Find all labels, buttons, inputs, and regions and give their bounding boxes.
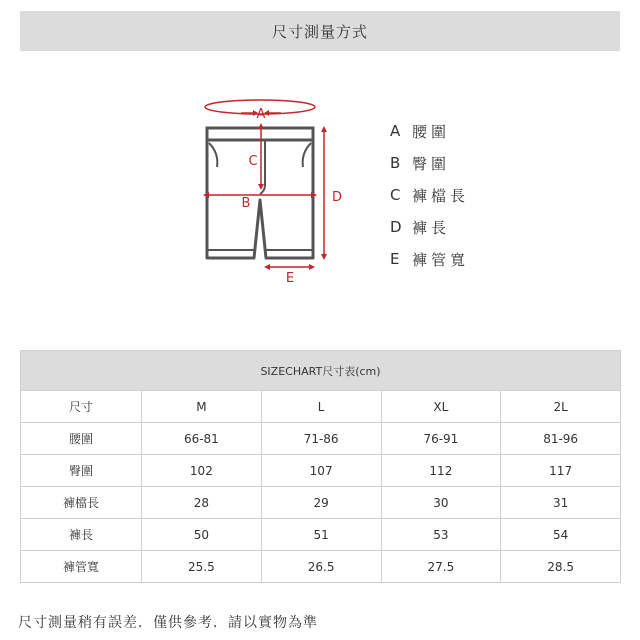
shorts-measurement-diagram bbox=[195, 95, 365, 295]
table-caption-row bbox=[21, 351, 621, 391]
table-cell: 53 bbox=[381, 519, 501, 551]
leg-opening-arrowhead-left bbox=[264, 264, 270, 270]
legend-item bbox=[390, 147, 469, 179]
legend-letter: E bbox=[390, 250, 400, 268]
label-c: C bbox=[248, 154, 258, 169]
waistband-shape bbox=[207, 128, 313, 140]
legend-text: 腰圍 bbox=[412, 122, 451, 141]
leg-opening-arrowhead-right bbox=[309, 264, 315, 270]
legend-item bbox=[390, 179, 469, 211]
label-a: A bbox=[256, 107, 266, 122]
table-cell: 51 bbox=[261, 519, 381, 551]
legend-text: 褲管寬 bbox=[412, 250, 470, 269]
table-cell: 117 bbox=[501, 455, 621, 487]
table-row bbox=[21, 519, 621, 551]
section-title: 尺寸測量方式 bbox=[271, 22, 368, 41]
table-cell: 29 bbox=[261, 487, 381, 519]
table-cell: 76-91 bbox=[381, 423, 501, 455]
length-arrowhead-top bbox=[321, 126, 327, 132]
header-cell: XL bbox=[381, 391, 501, 423]
section-title-bar bbox=[20, 11, 620, 51]
measurement-disclaimer: 尺寸測量稍有誤差．僅供參考．請以實物為準 bbox=[18, 615, 318, 631]
label-e: E bbox=[285, 271, 295, 286]
legend-item bbox=[390, 115, 469, 147]
row-label-cell: 腰圍 bbox=[21, 423, 142, 455]
table-cell: 107 bbox=[261, 455, 381, 487]
legend-text: 褲長 bbox=[412, 218, 451, 237]
shorts-body-shape bbox=[207, 140, 313, 258]
table-cell: 112 bbox=[381, 455, 501, 487]
row-label-cell: 褲檔長 bbox=[21, 487, 142, 519]
length-arrowhead-bottom bbox=[321, 254, 327, 260]
table-cell: 27.5 bbox=[381, 551, 501, 583]
measurement-legend bbox=[390, 115, 469, 275]
table-cell: 81-96 bbox=[501, 423, 621, 455]
table-row bbox=[21, 423, 621, 455]
header-cell: L bbox=[261, 391, 381, 423]
legend-letter: C bbox=[390, 186, 401, 204]
table-cell: 25.5 bbox=[142, 551, 262, 583]
table-header-row bbox=[21, 391, 621, 423]
table-row bbox=[21, 487, 621, 519]
legend-letter: A bbox=[390, 122, 401, 140]
row-label-cell: 臀圍 bbox=[21, 455, 142, 487]
legend-letter: B bbox=[390, 154, 401, 172]
table-cell: 71-86 bbox=[261, 423, 381, 455]
header-cell: 2L bbox=[501, 391, 621, 423]
header-cell: M bbox=[142, 391, 262, 423]
table-cell: 102 bbox=[142, 455, 262, 487]
legend-item bbox=[390, 211, 469, 243]
table-cell: 28 bbox=[142, 487, 262, 519]
shorts-illustration bbox=[195, 95, 365, 295]
size-chart-table bbox=[20, 350, 621, 583]
table-row bbox=[21, 551, 621, 583]
label-b: B bbox=[241, 196, 251, 211]
legend-text: 褲檔長 bbox=[412, 186, 470, 205]
table-cell: 50 bbox=[142, 519, 262, 551]
rise-arrowhead-top bbox=[258, 123, 264, 129]
header-cell: 尺寸 bbox=[21, 391, 142, 423]
table-cell: 54 bbox=[501, 519, 621, 551]
table-cell: 31 bbox=[501, 487, 621, 519]
legend-item bbox=[390, 243, 469, 275]
table-cell: 26.5 bbox=[261, 551, 381, 583]
table-caption: SIZECHART尺寸表(cm) bbox=[21, 351, 621, 391]
row-label-cell: 褲管寬 bbox=[21, 551, 142, 583]
table-row bbox=[21, 455, 621, 487]
legend-text: 臀圍 bbox=[412, 154, 451, 173]
row-label-cell: 褲長 bbox=[21, 519, 142, 551]
table-cell: 66-81 bbox=[142, 423, 262, 455]
legend-letter: D bbox=[390, 218, 402, 236]
table-cell: 30 bbox=[381, 487, 501, 519]
table-cell: 28.5 bbox=[501, 551, 621, 583]
label-d: D bbox=[331, 190, 343, 205]
